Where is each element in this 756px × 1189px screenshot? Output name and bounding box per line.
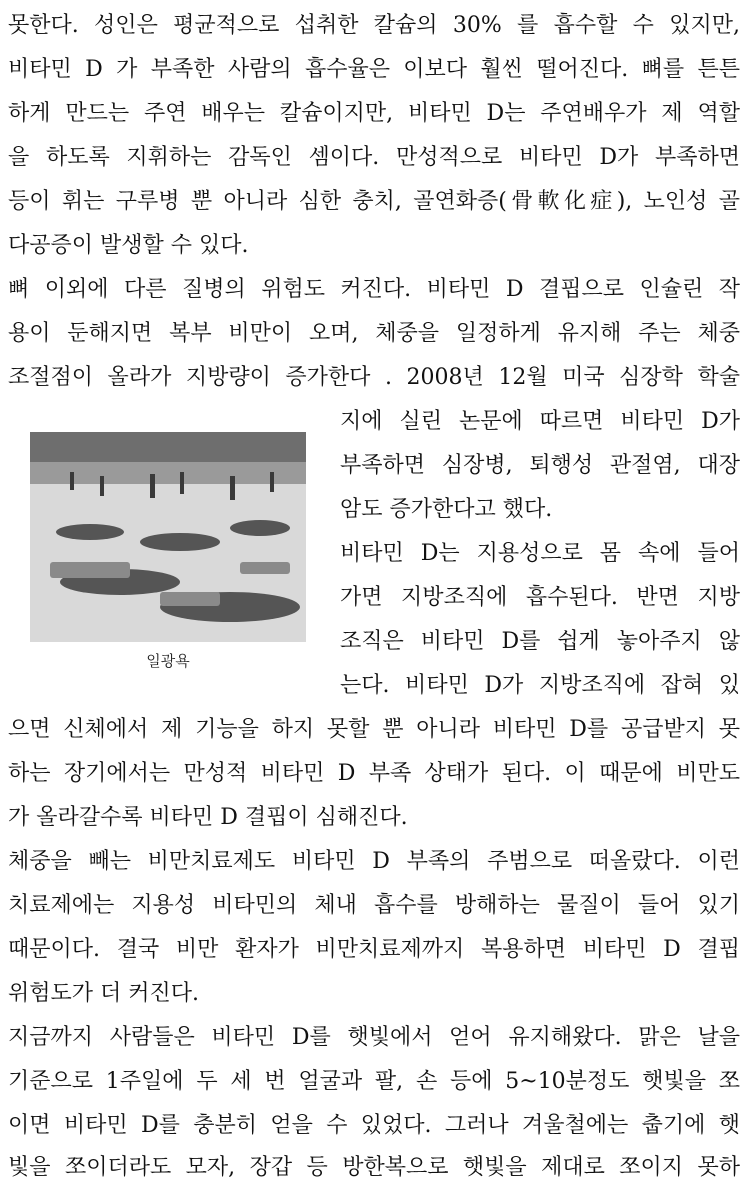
text-line-23: 위험도가 더 커진다. bbox=[8, 981, 199, 1006]
text-line-13: 비타민 D는 지용성으로 몸 속에 들어 bbox=[340, 541, 740, 566]
text-line-18: 하는 장기에서는 만성적 비타민 D 부족 상태가 된다. 이 때문에 비만도 bbox=[8, 761, 740, 786]
text-line-22: 때문이다. 결국 비만 환자가 비만치료제까지 복용하면 비타민 D 결핍 bbox=[8, 937, 740, 962]
text-line-10: 지에 실린 논문에 따르면 비타민 D가 bbox=[340, 409, 740, 434]
text-line-7: 뼈 이외에 다른 질병의 위험도 커진다. 비타민 D 결핍으로 인슐린 작 bbox=[8, 277, 740, 302]
text-line-26: 이면 비타민 D를 충분히 얻을 수 있었다. 그러나 겨울철에는 춥기에 햇 bbox=[8, 1113, 740, 1138]
figure-caption: 일광욕 bbox=[146, 652, 190, 670]
text-line-9: 조절점이 올라가 지방량이 증가한다 . 2008년 12월 미국 심장학 학술 bbox=[8, 365, 740, 390]
text-line-27: 빛을 쪼이더라도 모자, 장갑 등 방한복으로 햇빛을 제대로 쪼이지 못하 bbox=[8, 1155, 740, 1180]
text-line-25: 기준으로 1주일에 두 세 번 얼굴과 팔, 손 등에 5~10분정도 햇빛을 쪼 bbox=[8, 1069, 740, 1094]
text-line-5: 등이 휘는 구루병 뿐 아니라 심한 충치, 골연화증(骨軟化症), 노인성 골 bbox=[8, 189, 740, 214]
text-line-21: 치료제에는 지용성 비타민의 체내 흡수를 방해하는 물질이 들어 있기 bbox=[8, 893, 740, 918]
text-line-17: 으면 신체에서 제 기능을 하지 못할 뿐 아니라 비타민 D를 공급받지 못 bbox=[8, 717, 740, 742]
text-line-14: 가면 지방조직에 흡수된다. 반면 지방 bbox=[340, 585, 740, 610]
text-line-4: 을 하도록 지휘하는 감독인 셈이다. 만성적으로 비타민 D가 부족하면 bbox=[8, 145, 740, 170]
text-line-1: 못한다. 성인은 평균적으로 섭취한 칼슘의 30% 를 흡수할 수 있지만, bbox=[8, 13, 740, 38]
text-line-12: 암도 증가한다고 했다. bbox=[340, 497, 553, 522]
text-line-6: 다공증이 발생할 수 있다. bbox=[8, 233, 249, 258]
photo-trees bbox=[30, 432, 306, 462]
beach-photo-illustration bbox=[30, 432, 306, 642]
text-line-8: 용이 둔해지면 복부 비만이 오며, 체중을 일정하게 유지해 주는 체중 bbox=[8, 321, 740, 346]
text-line-11: 부족하면 심장병, 퇴행성 관절염, 대장 bbox=[340, 453, 740, 478]
beach-sunbathing-photo bbox=[30, 432, 306, 642]
text-line-2: 비타민 D 가 부족한 사람의 흡수율은 이보다 훨씬 떨어진다. 뼈를 튼튼 bbox=[8, 57, 740, 82]
text-line-19: 가 올라갈수록 비타민 D 결핍이 심해진다. bbox=[8, 805, 408, 830]
text-line-16: 는다. 비타민 D가 지방조직에 잡혀 있 bbox=[340, 673, 740, 698]
text-line-24: 지금까지 사람들은 비타민 D를 햇빛에서 얻어 유지해왔다. 맑은 날을 bbox=[8, 1025, 740, 1050]
text-line-15: 조직은 비타민 D를 쉽게 놓아주지 않 bbox=[340, 629, 740, 654]
text-line-3: 하게 만드는 주연 배우는 칼슘이지만, 비타민 D는 주연배우가 제 역할 bbox=[8, 101, 740, 126]
text-line-20: 체중을 빼는 비만치료제도 비타민 D 부족의 주범으로 떠올랐다. 이런 bbox=[8, 849, 740, 874]
